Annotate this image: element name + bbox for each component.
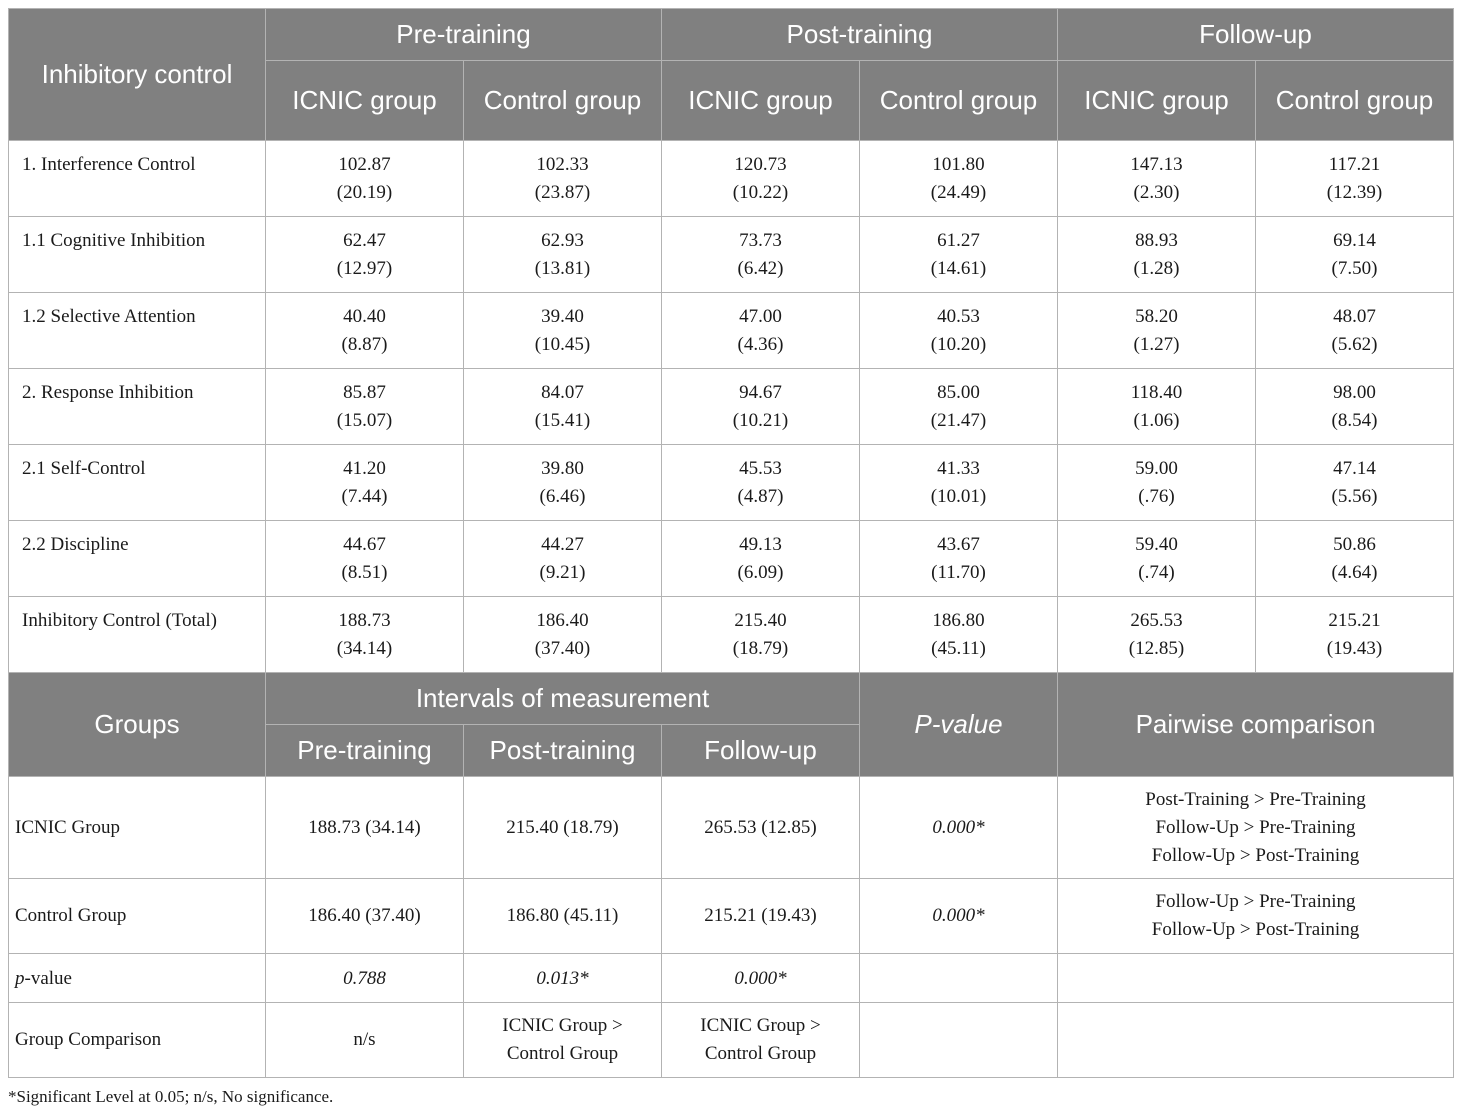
row-label [9,954,266,1003]
mean-value: 39.40 [541,306,584,327]
value-cell [1256,597,1454,673]
pvalue-cell: 0.000* [860,777,1058,879]
group-header: Control group [1256,61,1454,141]
empty-cell [860,1003,1058,1078]
row-label-rest: -value [24,968,72,989]
sd-value: (5.62) [1331,334,1378,355]
pairwise-cell [1058,879,1454,954]
mean-value: 101.80 [932,154,985,175]
empty-cell [1058,1003,1454,1078]
pvalue-cell: 0.000* [662,954,860,1003]
sd-value: (37.40) [534,638,591,659]
comparison-cell [266,1003,464,1078]
value-cell [662,445,860,521]
sd-value: (7.50) [1331,258,1378,279]
value-cell: 265.53 (12.85) [662,777,860,879]
value-cell [1058,293,1256,369]
sd-value: (24.49) [930,182,987,203]
row-label: Inhibitory Control (Total) [9,597,266,673]
mean-value: 147.13 [1130,154,1183,175]
sd-value: (5.56) [1331,486,1378,507]
mean-value: 102.33 [536,154,589,175]
value-cell [464,293,662,369]
mean-value: 49.13 [739,534,782,555]
sd-value: (34.14) [336,638,393,659]
mean-value: 265.53 [1130,610,1183,631]
mean-value: 59.00 [1135,458,1178,479]
sd-value: (11.70) [931,562,986,583]
period-header-follow: Follow-up [1058,9,1454,61]
value-cell [662,293,860,369]
empty-cell [1058,954,1454,1003]
pairwise-line: Follow-Up > Pre-Training [1155,891,1356,912]
value-cell [1256,141,1454,217]
sd-value: (14.61) [930,258,987,279]
comparison-line: Control Group [506,1043,619,1064]
icnic-group-row [9,777,1454,879]
mean-value: 43.67 [937,534,980,555]
groups-header: Groups [9,673,266,777]
control-group-row [9,879,1454,954]
sd-value: (6.09) [737,562,784,583]
mean-value: 215.21 [1328,610,1381,631]
value-cell [1058,597,1256,673]
mean-value: 62.47 [343,230,386,251]
header-row-periods [9,9,1454,61]
value-cell [860,445,1058,521]
sd-value: (7.44) [341,486,388,507]
value-cell [860,597,1058,673]
interval-header-pre: Pre-training [266,725,464,777]
sd-value: (10.45) [534,334,591,355]
mean-value: 186.80 [932,610,985,631]
value-cell [860,217,1058,293]
value-cell: 186.80 (45.11) [464,879,662,954]
value-cell: 186.40 (37.40) [266,879,464,954]
row-label: 1.2 Selective Attention [9,293,266,369]
mean-value: 39.80 [541,458,584,479]
data-row [9,597,1454,673]
mean-value: 47.00 [739,306,782,327]
period-header-pre: Pre-training [266,9,662,61]
group-header: ICNIC group [1058,61,1256,141]
value-cell [1058,521,1256,597]
value-cell [464,369,662,445]
value-cell [1058,217,1256,293]
mean-value: 41.33 [937,458,980,479]
header-row-intervals [9,673,1454,725]
group-header: ICNIC group [662,61,860,141]
group-header: ICNIC group [266,61,464,141]
sd-value: (8.51) [341,562,388,583]
mean-value: 117.21 [1328,154,1381,175]
value-cell [662,369,860,445]
value-cell [1058,141,1256,217]
sd-value: (9.21) [539,562,586,583]
comparison-line: ICNIC Group > [502,1015,623,1036]
value-cell [1256,369,1454,445]
sd-value: (12.39) [1326,182,1383,203]
mean-value: 62.93 [541,230,584,251]
mean-value: 84.07 [541,382,584,403]
data-row [9,217,1454,293]
value-cell [662,141,860,217]
comparison-line: ICNIC Group > [700,1015,821,1036]
sd-value: (.74) [1138,562,1175,583]
mean-value: 61.27 [937,230,980,251]
data-row [9,445,1454,521]
mean-value: 120.73 [734,154,787,175]
group-header: Control group [860,61,1058,141]
data-row [9,369,1454,445]
value-cell [464,141,662,217]
mean-value: 58.20 [1135,306,1178,327]
value-cell [1058,369,1256,445]
pairwise-line: Follow-Up > Post-Training [1151,844,1360,866]
mean-value: 73.73 [739,230,782,251]
data-row [9,293,1454,369]
sd-value: (4.87) [737,486,784,507]
mean-value: 50.86 [1333,534,1376,555]
sd-value: (1.06) [1133,410,1180,431]
value-cell [266,141,464,217]
sd-value: (13.81) [534,258,591,279]
pairwise-line: Follow-Up > Post-Training [1151,919,1360,940]
comparison-cell [662,1003,860,1078]
mean-value: 85.00 [937,382,980,403]
pairwise-line: Post-Training > Pre-Training [1145,788,1366,810]
mean-value: 41.20 [343,458,386,479]
sd-value: (.76) [1138,486,1175,507]
data-row [9,521,1454,597]
sd-value: (21.47) [930,410,987,431]
pairwise-line: Follow-Up > Pre-Training [1155,816,1356,838]
sd-value: (4.64) [1331,562,1378,583]
value-cell [662,521,860,597]
mean-value: 118.40 [1130,382,1183,403]
value-cell [860,521,1058,597]
mean-value: 44.67 [343,534,386,555]
value-cell [1058,445,1256,521]
sd-value: (1.27) [1133,334,1180,355]
mean-value: 98.00 [1333,382,1376,403]
value-cell [1256,445,1454,521]
sd-value: (10.22) [732,182,789,203]
row-label: Control Group [9,879,266,954]
sd-value: (8.54) [1331,410,1378,431]
sd-value: (10.01) [930,486,987,507]
mean-value: 59.40 [1135,534,1178,555]
value-cell [266,369,464,445]
value-cell [266,521,464,597]
value-cell: 215.40 (18.79) [464,777,662,879]
mean-value: 94.67 [739,382,782,403]
sd-value: (12.85) [1128,638,1185,659]
comparison-line: Control Group [704,1043,817,1064]
row-label: 2. Response Inhibition [9,369,266,445]
pairwise-cell [1058,777,1454,879]
pvalue-cell: 0.000* [860,879,1058,954]
pairwise-header: Pairwise comparison [1058,673,1454,777]
row-label: 2.1 Self-Control [9,445,266,521]
value-cell [266,217,464,293]
pvalue-cell: 0.013* [464,954,662,1003]
sd-value: (18.79) [732,638,789,659]
value-cell [662,597,860,673]
sd-value: (10.21) [732,410,789,431]
row-label: ICNIC Group [9,777,266,879]
sd-value: (8.87) [341,334,388,355]
value-cell [266,445,464,521]
group-header: Control group [464,61,662,141]
intervals-header: Intervals of measurement [266,673,860,725]
empty-cell [860,954,1058,1003]
results-table [8,8,1454,1078]
pvalue-cell: 0.788 [266,954,464,1003]
row-label: 2.2 Discipline [9,521,266,597]
value-cell [1256,293,1454,369]
sd-value: (6.42) [737,258,784,279]
sd-value: (23.87) [534,182,591,203]
sd-value: (4.36) [737,334,784,355]
value-cell [266,293,464,369]
group-comparison-row [9,1003,1454,1078]
value-cell [266,597,464,673]
value-cell [464,597,662,673]
period-header-post: Post-training [662,9,1058,61]
mean-value: 186.40 [536,610,589,631]
mean-value: 48.07 [1333,306,1376,327]
data-row [9,141,1454,217]
value-cell [464,445,662,521]
value-cell [1256,217,1454,293]
sd-value: (20.19) [336,182,393,203]
table1-body [9,141,1454,673]
mean-value: 40.53 [937,306,980,327]
sd-value: (10.20) [930,334,987,355]
row-label: 1.1 Cognitive Inhibition [9,217,266,293]
mean-value: 44.27 [541,534,584,555]
results-table-container [8,8,1453,1078]
mean-value: 69.14 [1333,230,1376,251]
row-label: 1. Interference Control [9,141,266,217]
value-cell [464,217,662,293]
sd-value: (1.28) [1133,258,1180,279]
interval-header-follow: Follow-up [662,725,860,777]
value-cell: 188.73 (34.14) [266,777,464,879]
corner-header: Inhibitory control [9,9,266,141]
sd-value: (6.46) [539,486,586,507]
value-cell [860,141,1058,217]
sd-value: (19.43) [1326,638,1383,659]
sd-value: (12.97) [336,258,393,279]
comparison-cell [464,1003,662,1078]
pvalue-row [9,954,1454,1003]
mean-value: 102.87 [338,154,391,175]
mean-value: 40.40 [343,306,386,327]
value-cell [464,521,662,597]
value-cell [860,369,1058,445]
value-cell: 215.21 (19.43) [662,879,860,954]
mean-value: 215.40 [734,610,787,631]
interval-header-post: Post-training [464,725,662,777]
row-label: Group Comparison [9,1003,266,1078]
mean-value: 47.14 [1333,458,1376,479]
value-cell [1256,521,1454,597]
mean-value: 85.87 [343,382,386,403]
mean-value: 88.93 [1135,230,1178,251]
value-cell [860,293,1058,369]
value-cell [662,217,860,293]
sd-value: (45.11) [931,638,986,659]
mean-value: 188.73 [338,610,391,631]
sd-value: (15.41) [534,410,591,431]
sd-value: (2.30) [1133,182,1180,203]
pvalue-header: P-value [860,673,1058,777]
comparison-line: n/s [353,1029,376,1050]
mean-value: 45.53 [739,458,782,479]
footnote: *Significant Level at 0.05; n/s, No significance. [8,1087,334,1106]
sd-value: (15.07) [336,410,393,431]
row-label-italic: p [15,968,25,989]
